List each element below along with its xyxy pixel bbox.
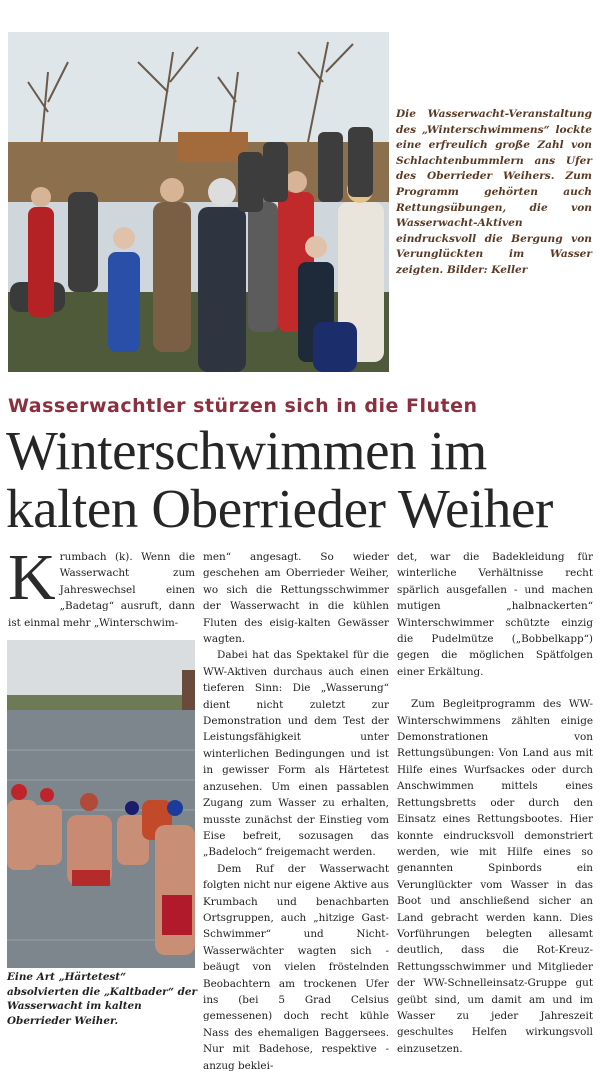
article-column-3 (397, 549, 593, 1057)
paragraph-3-start: Dem Ruf der Wasserwacht folgten nicht nur eigene Aktive aus Krumbach und benachbarten Ortsgruppen, auch „hitzige Gast-Schwimmer“ und Nicht-Wasserwächter wagten sich - beäugt von vielen fröstelnden Beobachtern am trockenen Ufer ins (bei 5 Grad Celsius gemessenen) doch recht kühle Nass des ehemaligen Baggersees. Nur mit Badehose, respektive -anzug beklei- (203, 862, 389, 1072)
top-caption-text: Die Wasserwacht-Veranstaltung des „Winterschwimmens“ lockte eine erfreulich große Zahl von Schlachtenbummlern ans Ufer des Oberrieder Weihers. Zum Programm gehörten auch Rettungsübungen, die von Wasserwacht-Aktiven eindrucksvoll die Bergung von Verunglückten im Wasser zeigten. (396, 108, 592, 276)
bottom-photo-caption: Eine Art „Härtetest“ absolvierten die „Kaltbader“ der Wasserwacht im kalten Oberrieder Weiher. (7, 971, 197, 1027)
paragraph-4: Zum Begleitprogramm des WW-Winterschwimmens zählten einige Demonstrationen von Rettungsübungen: Von Land aus mit Hilfe eines Wurfsackes oder durch Anschwimmen mittels eines Rettungsbretts oder durch den Einsatz eines Rettungsbootes. Hier konnte eindrucksvoll demonstriert werden, wie mit Hilfe eines so genannten Spinbords ein Verunglückter vom Wasser in das Boot und anschließend sicher an Land gebracht werden kann. Dies Vorführungen belegten allesamt deutlich, dass die Rot-Kreuz-Rettungsschwimmer und Mitglieder der WW-Schnelleinsatz-Gruppe gut geübt sind, um damit am und im Wasser zu jeder Jahreszeit geschultes Helfen wirkungsvoll einzusetzen. (397, 698, 593, 1055)
paragraph-1-end: men“ angesagt. So wieder geschehen am Oberrieder Weiher, wo sich die Rettungsschwimmer der Wasserwacht in die kühlen Fluten des eisig-kalten Gewässer wagten. (203, 551, 389, 646)
drop-cap: K (8, 541, 56, 614)
top-photo-caption (396, 107, 592, 279)
photo-credit: Bilder: Keller (446, 263, 528, 276)
headline-line-1: Winterschwimmen im (6, 420, 487, 481)
article-column-1 (8, 541, 195, 631)
paragraph-1-start: rumbach (k). Wenn die Wasserwacht zum Jahreswechsel einen „Badetag“ ausruft, dann ist einmal mehr „Winterschwim- (8, 551, 195, 629)
paragraph-3-end: det, war die Badekleidung für winterliche Verhältnisse recht spärlich ausgefallen - und machen mutigen „halbnackerten“ Winterschwimmer schützte einzig die Pudelmütze („Bobbelkapp“) gegen die möglichen Spätfolgen einer Erkältung. (397, 551, 593, 678)
headline-line-2: kalten Oberrieder Weiher (6, 478, 553, 539)
article-column-2 (203, 549, 389, 1074)
article-headline (6, 422, 600, 538)
swimmers-photo (7, 640, 195, 968)
article-kicker: Wasserwachtler stürzen sich in die Fluten (8, 395, 478, 417)
crowd-photo (8, 32, 389, 372)
paragraph-2: Dabei hat das Spektakel für die WW-Aktiven durchaus auch einen tieferen Sinn: Die „Wasserung“ dient nicht zuletzt zur Demonstration und dem Test der Leistungsfähigkeit unter winterlichen Bedingungen und ist in gewisser Form als Härtetest anzusehen. Um einen passablen Zugang zum Wasser zu erhalten, musste zunächst der Einstieg vom Eise befreit, sozusagen das „Badeloch“ freigemacht werden. (203, 649, 389, 859)
